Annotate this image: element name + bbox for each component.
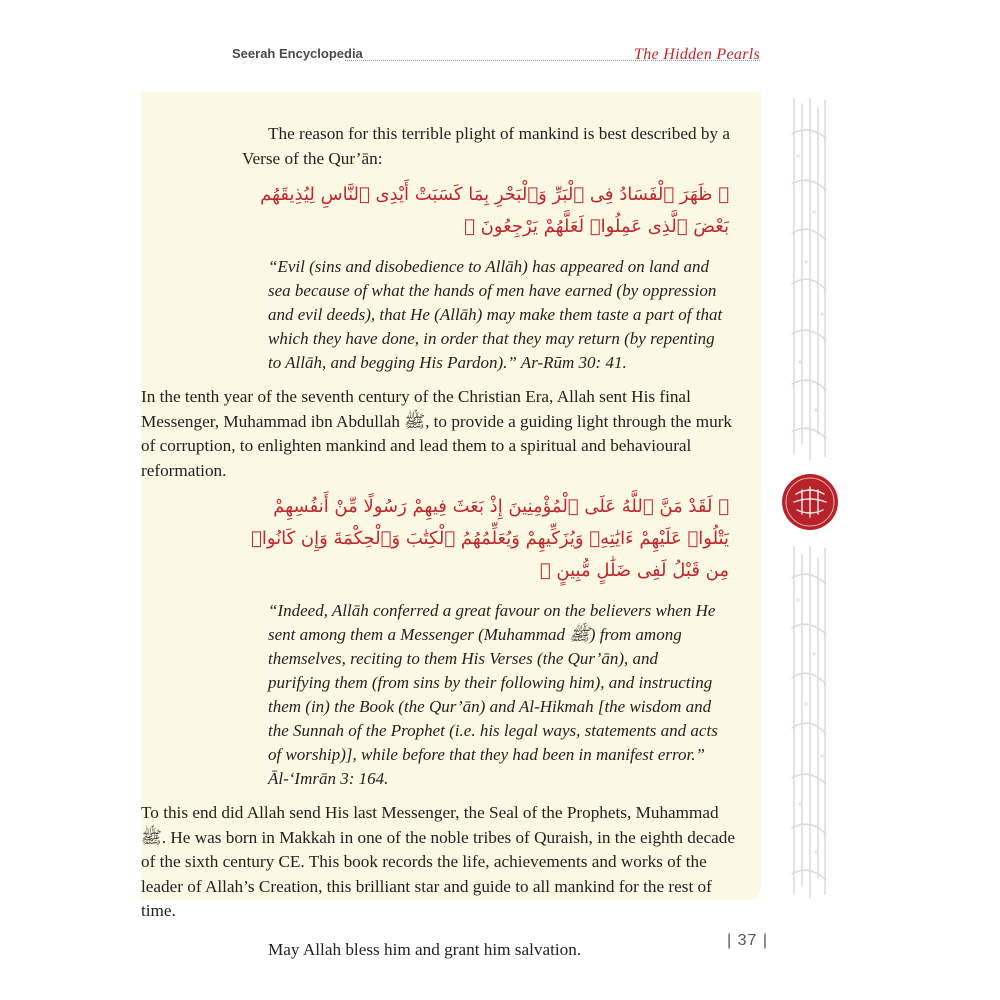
calligraphy-strip-icon — [788, 542, 830, 902]
quran-verse-arabic-2: ﴿ لَقَدْ مَنَّ ٱللَّهُ عَلَى ٱلْمُؤْمِنِينَ إِذْ بَعَثَ فِيهِمْ رَسُولًا مِّنْ أَنفُسِهِمْ يَتْلُوا۟ عَلَيْهِمْ ءَايَٰتِهِۦ وَيُزَكِّيهِمْ وَيُعَلِّمُهُمُ ٱلْكِتَٰبَ وَٱلْحِكْمَةَ وَإِن كَانُوا۟ مِن قَبْلُ لَفِى ضَلَٰلٍ مُّبِينٍ ﴾ — [251, 496, 729, 581]
paragraph-messenger: In the tenth year of the seventh century of the Christian Era, Allah sent His final Messenger, Muhammad ibn Abdullah ﷺ, to provide a guiding light through the murk of corruption, to enlighten mankind and lead them to a spiritual and behavioural reformation. — [141, 387, 733, 480]
running-header-series: The Hidden Pearls — [634, 46, 760, 63]
verse-translation-1: “Evil (sins and disobedience to Allāh) has appeared on land and sea because of what the hands of men have earned (by oppression and evil deeds), that He (Allāh) may make them taste a part of that which they have done, in order that they may return (by repenting to Allāh, and begging His Pardon).” Ar-Rūm 30: 41. — [268, 257, 723, 372]
paragraph-seal-of-prophets: To this end did Allah send His last Messenger, the Seal of the Prophets, Muhammad ﷺ. He was born in Makkah in one of the noble tribes of Quraish, in the eighth decade of the sixth century CE. This book records the life, achievements and works of the leader of Allah’s Creation, this brilliant star and guide to all mankind for the rest of time. — [141, 803, 736, 920]
paragraph-blessing: May Allah bless him and grant him salvation. — [268, 939, 582, 959]
page-number: | 37 | — [727, 932, 768, 949]
verse-translation-2: “Indeed, Allāh conferred a great favour on the believers when He sent among them a Messenger (Muhammad ﷺ) from among themselves, reciting to them His Verses (the Qur’ān), and purifying them (from sins by their following him), and instructing them (in) the Book (the Qur’ān) and Al-Hikmah [the wisdom and the Sunnah of the Prophet (i.e. his legal ways, statements and acts of worship)], while before that they had been in manifest error.” Āl-‘Imrān 3: 164. — [268, 601, 718, 788]
calligraphy-strip-icon — [788, 94, 830, 464]
paragraph-spacer — [242, 924, 741, 938]
calligraphy-seal-icon — [780, 472, 840, 532]
quran-verse-arabic-1: ﴿ ظَهَرَ ٱلْفَسَادُ فِى ٱلْبَرِّ وَٱلْبَحْرِ بِمَا كَسَبَتْ أَيْدِى ٱلنَّاسِ لِيُذِيقَهُم بَعْضَ ٱلَّذِى عَمِلُوا۟ لَعَلَّهُمْ يَرْجِعُونَ ﴾ — [260, 184, 729, 237]
running-header-title: Seerah Encyclopedia — [232, 46, 363, 61]
paragraph-intro: The reason for this terrible plight of mankind is best described by a Verse of the Qur’ān: — [242, 124, 731, 168]
